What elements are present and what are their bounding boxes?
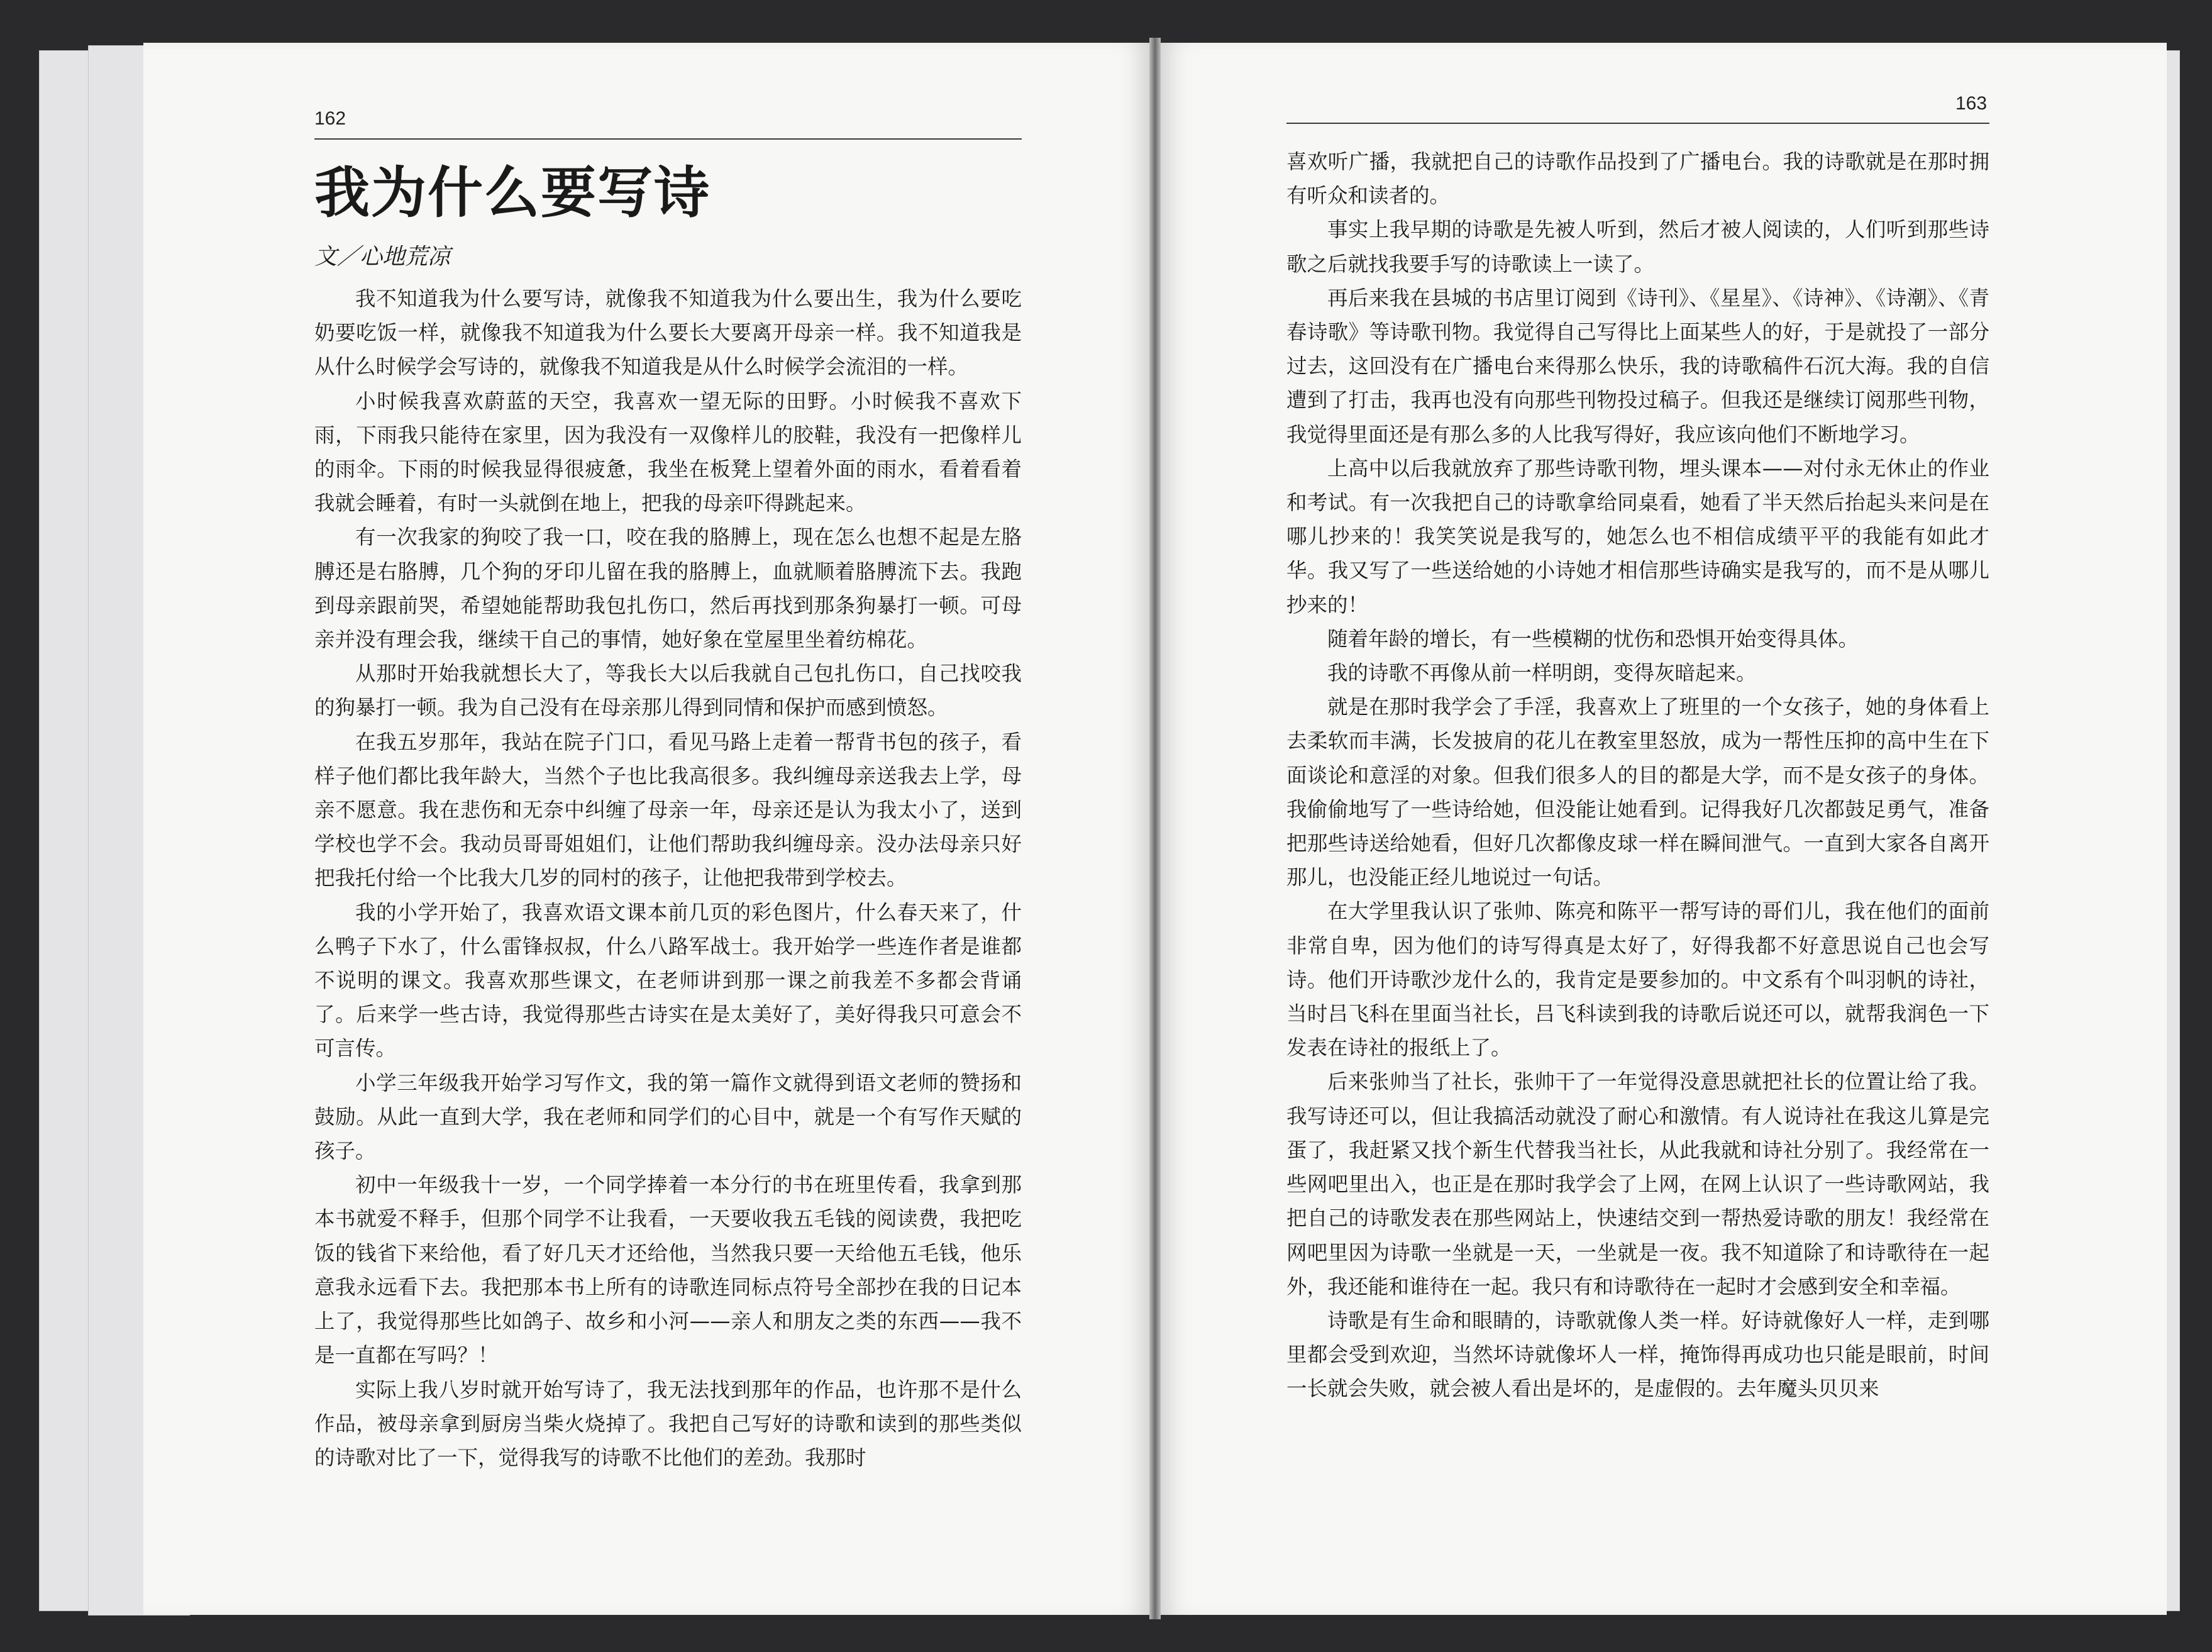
left-paragraph-1: 我不知道我为什么要写诗，就像我不知道我为什么要出生，我为什么要吃奶要吃饭一样，就像我不知道我为什么要长大要离开母亲一样。我不知道我是从什么时候学会写诗的，就像我不知道我是从什么时候学会流泪的一样。 <box>314 287 1022 379</box>
left-header-rule <box>314 138 1022 140</box>
left-paragraph-2: 小时候我喜欢蔚蓝的天空，我喜欢一望无际的田野。小时候我不喜欢下雨，下雨我只能待在家里，因为我没有一双像样儿的胶鞋，我没有一把像样儿的雨伞。下雨的时候我显得很疲惫，我坐在板凳上望着外面的雨水，看着看着我就会睡着，有时一头就倒在地上，把我的母亲吓得跳起来。 <box>314 389 1022 516</box>
article-byline: 文／心地荒凉 <box>314 244 451 270</box>
right-paragraph-1: 事实上我早期的诗歌是先被人听到，然后才被人阅读的，人们听到那些诗歌之后就找我要手写的诗歌读上一读了。 <box>1286 218 1989 276</box>
right-paragraph-6: 就是在那时我学会了手淫，我喜欢上了班里的一个女孩子，她的身体看上去柔软而丰满，长发披肩的花儿在教室里怒放，成为一帮性压抑的高中生在下面谈论和意淫的对象。但我们很多人的目的都是大学，而不是女孩子的身体。我偷偷地写了一些诗给她，但没能让她看到。记得我好几次都鼓足勇气，准备把那些诗送给她看，但好几次都像皮球一样在瞬间泄气。一直到大家各自离开那儿，也没能正经儿地说过一句话。 <box>1286 695 1989 890</box>
left-paragraph-5: 在我五岁那年，我站在院子门口，看见马路上走着一帮背书包的孩子，看样子他们都比我年龄大，当然个子也比我高很多。我纠缠母亲送我去上学，母亲不愿意。我在悲伤和无奈中纠缠了母亲一年，母亲还是认为我太小了，送到学校也学不会。我动员哥哥姐姐们，让他们帮助我纠缠母亲。没办法母亲只好把我托付给一个比我大几岁的同村的孩子，让他把我带到学校去。 <box>314 729 1022 890</box>
right-body-text <box>1286 145 1989 1406</box>
left-paragraph-8: 初中一年级我十一岁，一个同学捧着一本分行的书在班里传看，我拿到那本书就爱不释手，但那个同学不让我看，一天要收我五毛钱的阅读费，我把吃饭的钱省下来给他，看了好几天才还给他，当然我只要一天给他五毛钱，他乐意我永远看下去。我把那本书上所有的诗歌连同标点符号全部抄在我的日记本上了，我觉得那些比如鸽子、故乡和小河——亲人和朋友之类的东西——我不是一直都在写吗？！ <box>314 1173 1022 1368</box>
right-paragraph-9: 诗歌是有生命和眼睛的，诗歌就像人类一样。好诗就像好人一样，走到哪里都会受到欢迎，当然坏诗就像坏人一样，掩饰得再成功也只能是眼前，时间一长就会失败，就会被人看出是坏的，是虚假的。去年魔头贝贝来 <box>1286 1308 1989 1401</box>
left-paragraph-3: 有一次我家的狗咬了我一口，咬在我的胳膊上，现在怎么也想不起是左胳膊还是右胳膊，几个狗的牙印儿留在我的胳膊上，血就顺着胳膊流下去。我跑到母亲跟前哭，希望她能帮助我包扎伤口，然后再找到那条狗暴打一顿。可母亲并没有理会我，继续干自己的事情，她好象在堂屋里坐着纺棉花。 <box>314 525 1022 652</box>
right-paragraph-5: 我的诗歌不再像从前一样明朗，变得灰暗起来。 <box>1327 661 1757 685</box>
right-paragraph-4: 随着年龄的增长，有一些模糊的忧伤和恐惧开始变得具体。 <box>1327 626 1859 651</box>
book-gutter <box>1149 38 1161 1619</box>
article-title: 我为什么要写诗 <box>314 160 711 225</box>
left-body-text <box>314 282 1022 1475</box>
right-header-rule <box>1286 123 1989 124</box>
right-paragraph-8: 后来张帅当了社长，张帅干了一年觉得没意思就把社长的位置让给了我。我写诗还可以，但让我搞活动就没了耐心和激情。有人说诗社在我这儿算是完蛋了，我赶紧又找个新生代替我当社长，从此我就和诗社分别了。我经常在一些网吧里出入，也正是在那时我学会了上网，在网上认识了一些诗歌网站，我把自己的诗歌发表在那些网站上，快速结交到一帮热爱诗歌的朋友！我经常在网吧里因为诗歌一坐就是一天，一坐就是一夜。我不知道除了和诗歌待在一起外，我还能和谁待在一起。我只有和诗歌待在一起时才会感到安全和幸福。 <box>1286 1070 1989 1299</box>
right-page-number: 163 <box>1955 93 1988 114</box>
right-continued-text: 喜欢听广播，我就把自己的诗歌作品投到了广播电台。我的诗歌就是在那时拥有听众和读者的。 <box>1286 150 1989 208</box>
right-paragraph-2: 再后来我在县城的书店里订阅到《诗刊》、《星星》、《诗神》、《诗潮》、《青春诗歌》等诗歌刊物。我觉得自己写得比上面某些人的好，于是就投了一部分过去，这回没有在广播电台来得那么快乐，我的诗歌稿件石沉大海。我的自信遭到了打击，我再也没有向那些刊物投过稿子。但我还是继续订阅那些刊物，我觉得里面还是有那么多的人比我写得好，我应该向他们不断地学习。 <box>1286 285 1989 446</box>
left-paragraph-9: 实际上我八岁时就开始写诗了，我无法找到那年的作品，也许那不是什么作品，被母亲拿到厨房当柴火烧掉了。我把自己写好的诗歌和读到的那些类似的诗歌对比了一下，觉得我写的诗歌不比他们的差劲。我那时 <box>314 1377 1022 1470</box>
left-paragraph-7: 小学三年级我开始学习写作文，我的第一篇作文就得到语文老师的赞扬和鼓励。从此一直到大学，我在老师和同学们的心目中，就是一个有写作天赋的孩子。 <box>314 1070 1022 1163</box>
left-paragraph-4: 从那时开始我就想长大了，等我长大以后我就自己包扎伤口，自己找咬我的狗暴打一顿。我为自己没有在母亲那儿得到同情和保护而感到愤怒。 <box>314 662 1022 720</box>
right-paragraph-7: 在大学里我认识了张帅、陈亮和陈平一帮写诗的哥们儿，我在他们的面前非常自卑，因为他们的诗写得真是太好了，好得我都不好意思说自己也会写诗。他们开诗歌沙龙什么的，我肯定是要参加的。中文系有个叫羽帆的诗社，当时吕飞科在里面当社长，吕飞科读到我的诗歌后说还可以，就帮我润色一下发表在诗社的报纸上了。 <box>1286 899 1989 1060</box>
right-paragraph-3: 上高中以后我就放弃了那些诗歌刊物，埋头课本——对付永无休止的作业和考试。有一次我把自己的诗歌拿给同桌看，她看了半天然后抬起头来问是在哪儿抄来的！我笑笑说是我写的，她怎么也不相信成绩平平的我能有如此才华。我又写了一些送给她的小诗她才相信那些诗确实是我写的，而不是从哪儿抄来的！ <box>1286 456 1989 617</box>
left-page-number: 162 <box>314 108 346 129</box>
left-paragraph-6: 我的小学开始了，我喜欢语文课本前几页的彩色图片，什么春天来了，什么鸭子下水了，什么雷锋叔叔，什么八路军战士。我开始学一些连作者是谁都不说明的课文。我喜欢那些课文，在老师讲到那一课之前我差不多都会背诵了。后来学一些古诗，我觉得那些古诗实在是太美好了，美好得我只可意会不可言传。 <box>314 900 1022 1061</box>
